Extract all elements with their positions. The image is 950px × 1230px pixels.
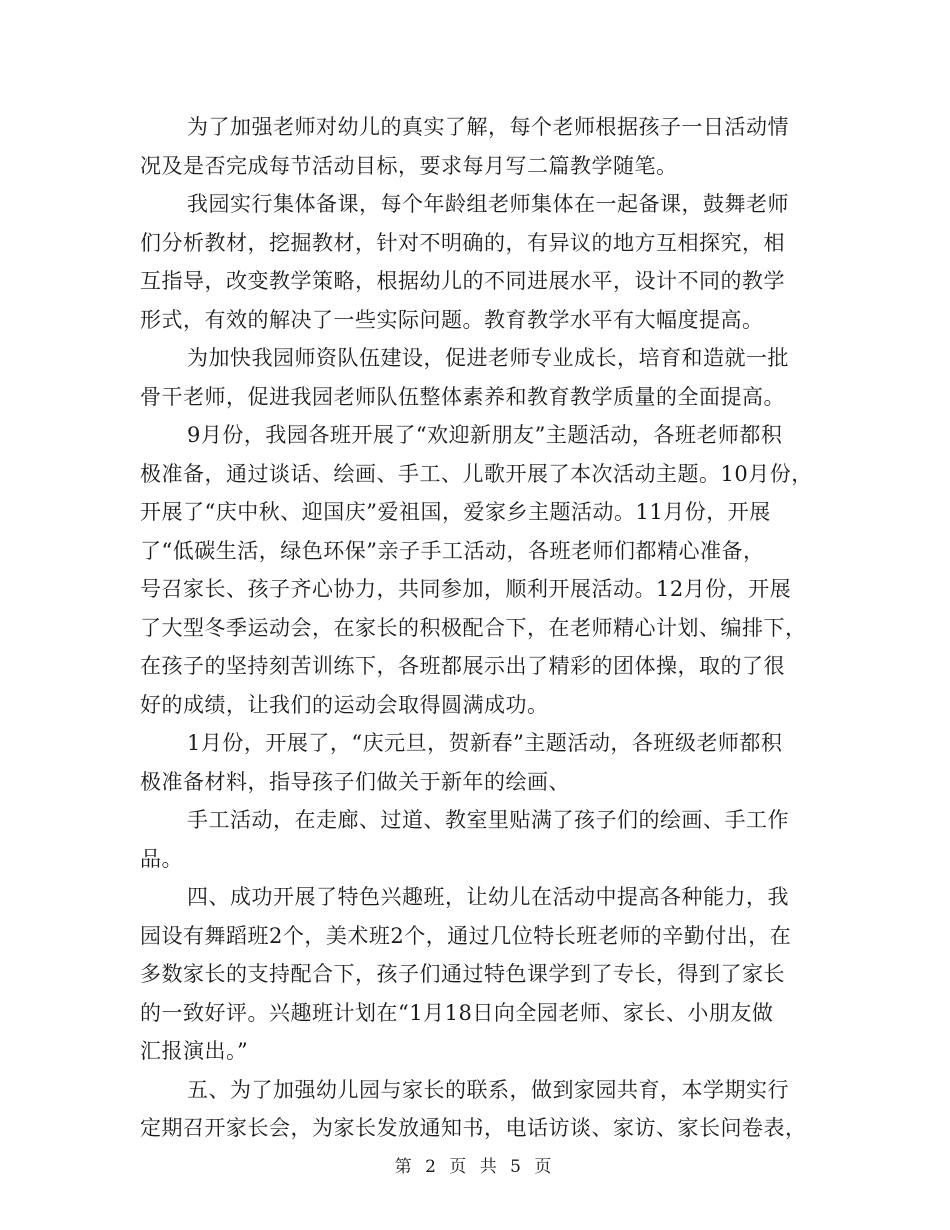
text-line: 的一致好评。兴趣班计划在“1月18日向全园老师、家长、小朋友做 — [140, 1000, 774, 1025]
text-line: 开展了“庆中秋、迎国庆”爱祖国，爱家乡主题活动。11月份，开展 — [140, 500, 771, 524]
text-line: 我园实行集体备课，每个年龄组老师集体在一起备课，鼓舞老师 — [187, 192, 789, 216]
text-line: 形式，有效的解决了一些实际问题。教育教学水平有大幅度提高。 — [140, 307, 764, 332]
text-line: 品。 — [140, 846, 183, 871]
document-body — [140, 108, 820, 1148]
text-line: 9月份，我园各班开展了“欢迎新朋友”主题活动，各班老师都积 — [187, 423, 783, 447]
text-line: 多数家长的支持配合下，孩子们通过特色课学到了专长，得到了家长 — [140, 962, 785, 986]
text-line: 五、为了加强幼儿园与家长的联系，做到家园共育，本学期实行 — [187, 1077, 789, 1102]
text-line: 定期召开家长会，为家长发放通知书，电话访谈、家访、家长问卷表， — [140, 1116, 807, 1140]
text-line: 四、成功开展了特色兴趣班，让幼儿在活动中提高各种能力，我 — [187, 885, 789, 909]
text-line: 手工活动，在走廊、过道、教室里贴满了孩子们的绘画、手工作 — [187, 808, 789, 832]
text-line: 汇报演出。” — [140, 1039, 249, 1063]
text-line: 们分析教材，挖掘教材，针对不明确的，有异议的地方互相探究，相 — [140, 230, 785, 255]
text-line: 为了加强老师对幼儿的真实了解，每个老师根据孩子一日活动情 — [187, 115, 789, 139]
text-line: 极准备，通过谈话、绘画、手工、儿歌开展了本次活动主题。10月份， — [140, 461, 813, 486]
text-line: 好的成绩，让我们的运动会取得圆满成功。 — [140, 692, 549, 717]
text-line: 了“低碳生活，绿色环保”亲子手工活动，各班老师们都精心准备， — [140, 538, 765, 563]
text-line: 况及是否完成每节活动目标，要求每月写二篇教学随笔。 — [140, 153, 678, 178]
text-line: 园设有舞蹈班2个，美术班2个，通过几位特长班老师的辛勤付出，在 — [140, 923, 792, 948]
text-line: 极准备材料，指导孩子们做关于新年的绘画、 — [140, 769, 570, 794]
text-line: 互指导，改变教学策略，根据幼儿的不同进展水平，设计不同的教学 — [140, 269, 785, 293]
text-line: 骨干老师，促进我园老师队伍整体素养和教育教学质量的全面提高。 — [140, 384, 785, 409]
text-line: 号召家长、孩子齐心协力，共同参加，顺利开展活动。12月份，开展 — [140, 577, 792, 601]
page-number-footer: 第 2 页 共 5 页 — [394, 1157, 556, 1177]
text-line: 为加快我园师资队伍建设，促进老师专业成长，培育和造就一批 — [187, 346, 789, 370]
text-line: 了大型冬季运动会，在家长的积极配合下，在老师精心计划、编排下， — [140, 615, 807, 640]
text-line: 1月份，开展了，“庆元旦，贺新春”主题活动，各班级老师都积 — [187, 731, 783, 755]
text-line: 在孩子的坚持刻苦训练下，各班都展示出了精彩的团体操，取的了很 — [140, 654, 785, 678]
